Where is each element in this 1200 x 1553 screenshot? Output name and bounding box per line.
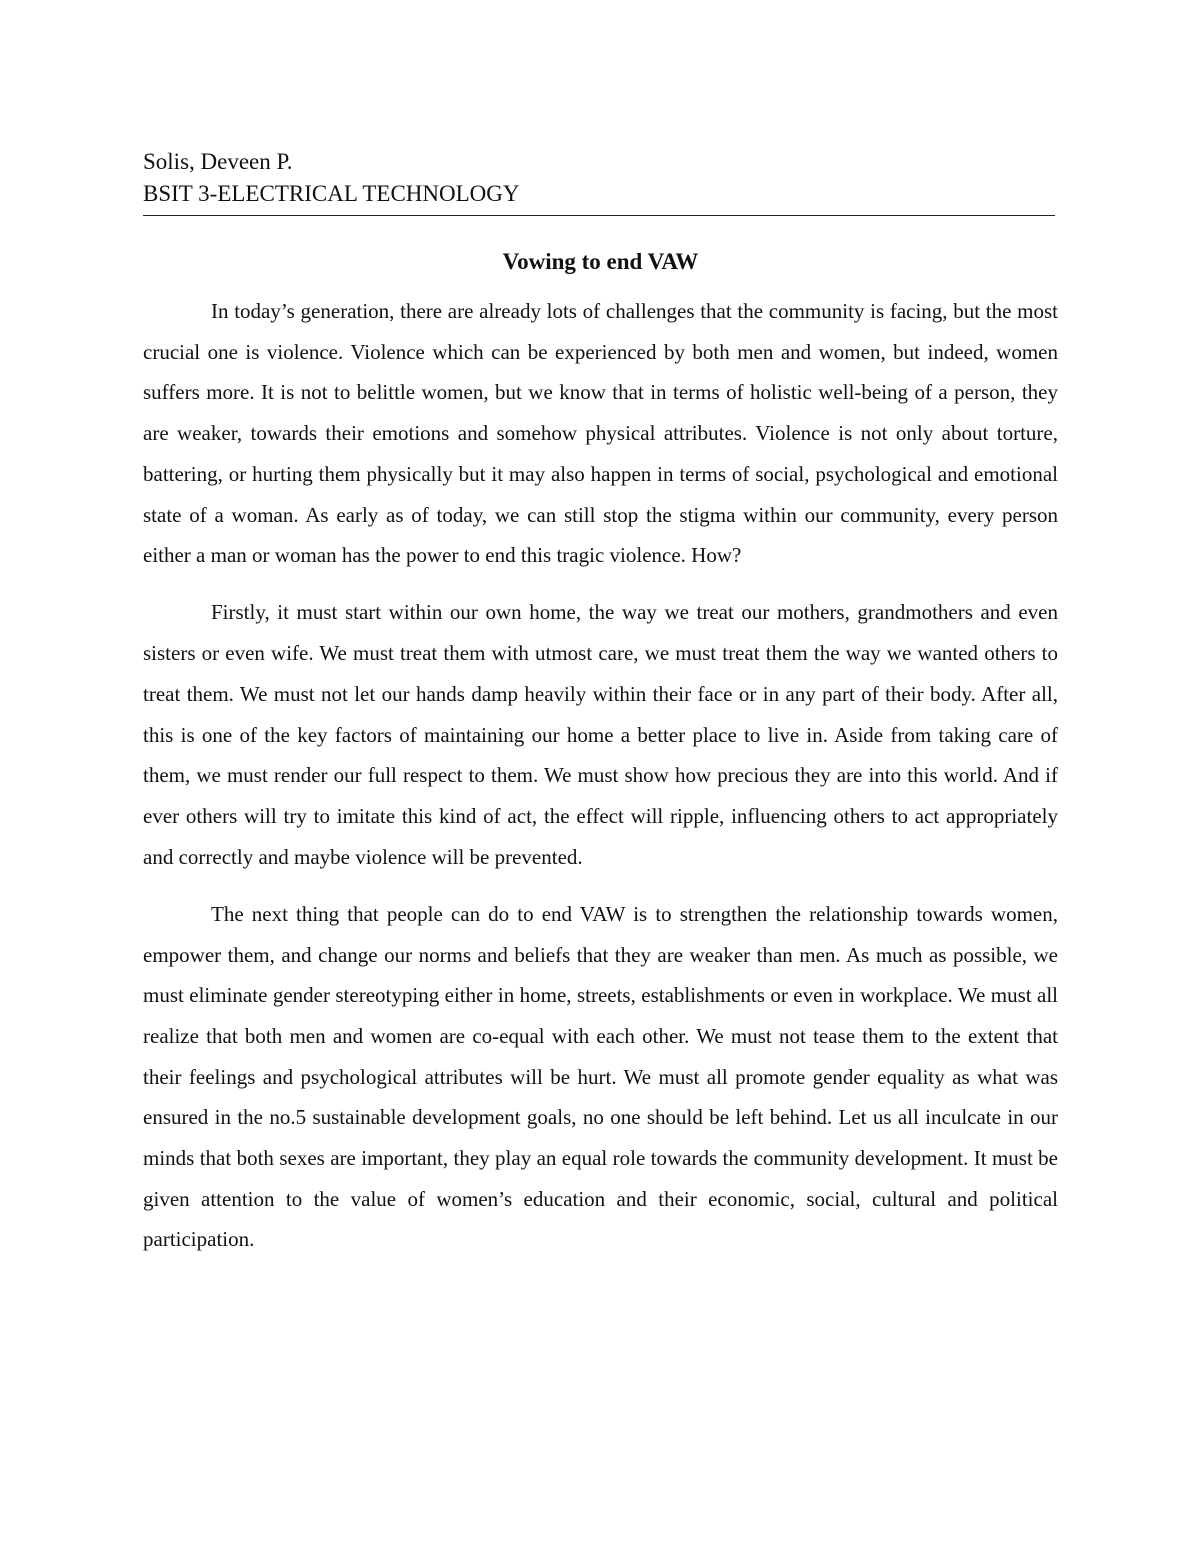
essay-title: Vowing to end VAW <box>502 249 699 274</box>
paragraph: Firstly, it must start within our own home, the way we treat our mothers, grandmothers and even sisters or even wife. We must treat them with utmost care, we must treat them the way we wanted others to treat them. We must not let our hands damp heavily within their face or in any part of their body. After all, this is one of the key factors of maintaining our home a better place to live in. Aside from taking care of them, we must render our full respect to them. We must show how precious they are into this world. And if ever others will try to imitate this kind of act, the effect will ripple, influencing others to act appropriately and correctly and maybe violence will be prevented. <box>143 600 1058 869</box>
paragraph: In today’s generation, there are already lots of challenges that the community is facing, but the most crucial one is violence. Violence which can be experienced by both men and women, but indeed, women suffers more. It is not to belittle women, but we know that in terms of holistic well-being of a person, they are weaker, towards their emotions and somehow physical attributes. Violence is not only about torture, battering, or hurting them physically but it may also happen in terms of social, psychological and emotional state of a woman. As early as of today, we can still stop the stigma within our community, every person either a man or woman has the power to end this tragic violence. How? <box>143 299 1058 568</box>
author-course: BSIT 3-ELECTRICAL TECHNOLOGY <box>143 181 520 206</box>
paragraph: The next thing that people can do to end VAW is to strengthen the relationship towards women, empower them, and change our norms and beliefs that they are weaker than men. As much as possible, we must eliminate gender stereotyping either in home, streets, establishments or even in workplace. We must all realize that both men and women are co-equal with each other. We must not tease them to the extent that their feelings and psychological attributes will be hurt. We must all promote gender equality as what was ensured in the no.5 sustainable development goals, no one should be left behind. Let us all inculcate in our minds that both sexes are important, they play an equal role towards the community development. It must be given attention to the value of women’s education and their economic, social, cultural and political participation. <box>143 901 1058 1252</box>
author-name: Solis, Deveen P. <box>143 149 293 174</box>
essay-body <box>143 291 1058 1277</box>
document-header <box>143 146 1058 210</box>
header-divider <box>143 215 1055 216</box>
